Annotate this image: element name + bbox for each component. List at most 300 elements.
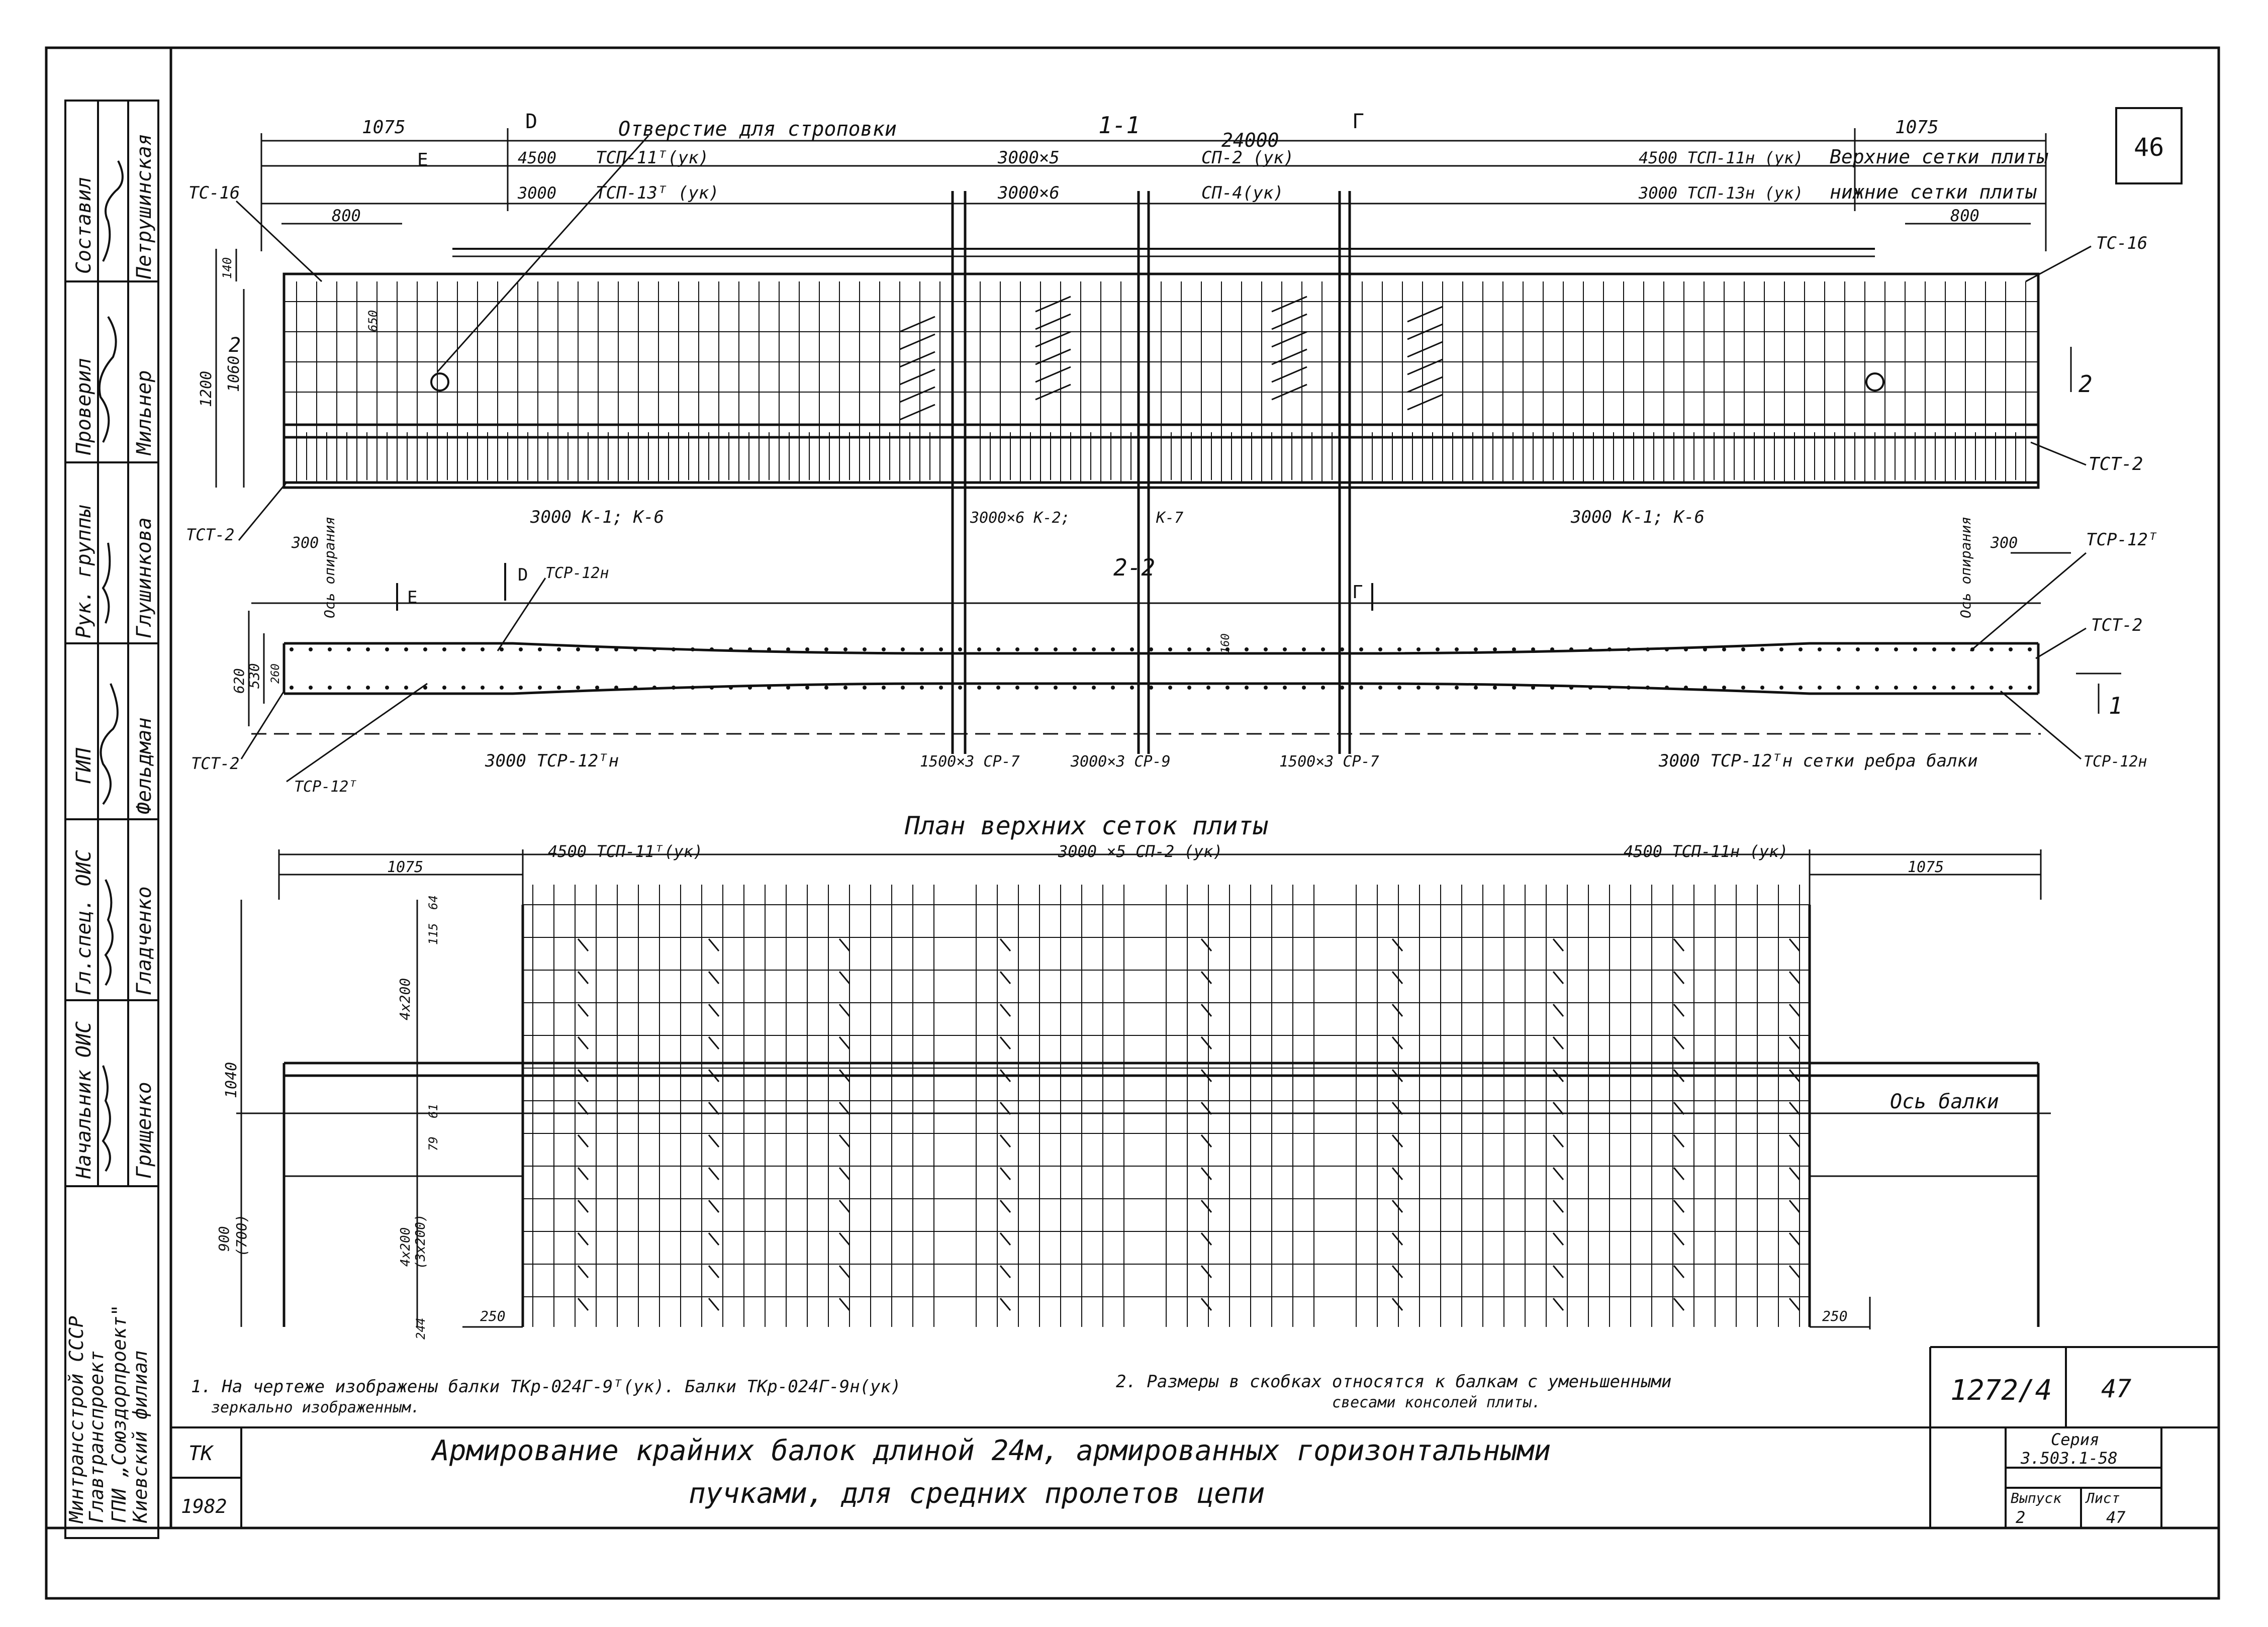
rebar-dot: [1092, 686, 1096, 690]
rebar-dot: [1932, 647, 1936, 651]
marker-d-2: D: [518, 565, 528, 585]
rebar-dot: [442, 686, 446, 690]
lower-left-mesh: ТСП-13ᵀ (ук): [596, 183, 719, 203]
list-label: Лист: [2086, 1490, 2120, 1506]
plan-tie-mark: [839, 1233, 849, 1245]
rebar-dot: [1970, 686, 1974, 690]
rebar-dot: [652, 647, 656, 651]
rebar-dot: [1550, 647, 1554, 651]
rebar-dot: [1779, 686, 1783, 690]
plan-tie-mark: [1789, 1200, 1800, 1212]
plan-tie-mark: [1201, 1037, 1211, 1049]
tct2-right: ТСТ-2: [2089, 454, 2143, 474]
marker-e-2: Е: [407, 588, 418, 608]
plan-dim-700: (700): [233, 1214, 250, 1257]
plan-tie-mark: [1392, 1200, 1402, 1212]
org-line-3: ГПИ „Союздорпроект": [108, 1304, 130, 1523]
rebar-dot: [366, 647, 370, 651]
rebar-dot: [309, 686, 313, 690]
rebar-dot: [1149, 686, 1153, 690]
rebar-dot: [1015, 686, 1019, 690]
stamp-role-3: ГИП: [72, 747, 96, 784]
plan-dim-1040: 1040: [223, 1062, 240, 1098]
rebar-dot: [1608, 686, 1612, 690]
stamp-role-0: Составил: [72, 177, 96, 274]
mark-2-left: 2: [229, 334, 241, 357]
plan-tie-mark: [1392, 1266, 1402, 1278]
rebar-dot: [519, 686, 523, 690]
rebar-dot: [767, 686, 771, 690]
plan-tie-mark: [1789, 1004, 1800, 1016]
plan-tie-mark: [709, 1298, 719, 1310]
plan-tie-mark: [1201, 1200, 1211, 1212]
plan-dim-250-left: 250: [480, 1308, 506, 1324]
doc-code: 1272/4: [1950, 1374, 2052, 1407]
rebar-dot: [1550, 686, 1554, 690]
marker-g-2: Г: [1352, 582, 1363, 603]
stamp-role-1: Проверил: [72, 358, 96, 455]
rebar-dot: [1990, 647, 1994, 651]
support-axis-left: Ось опирания: [321, 516, 338, 618]
rebar-tie: [900, 334, 935, 349]
plan-tie-mark: [1201, 1135, 1211, 1147]
rebar-tie: [900, 405, 935, 420]
rebar-dot: [901, 647, 905, 651]
lifting-hole-label: Отверстие для строповки: [618, 118, 897, 141]
plan-tie-mark: [1000, 1200, 1010, 1212]
plan-tie-mark: [839, 1200, 849, 1212]
rebar-dot: [1627, 647, 1631, 651]
plan-tie-mark: [1553, 1266, 1563, 1278]
rebar-dot: [672, 647, 676, 651]
plan-tie-mark: [839, 939, 849, 951]
plan-tie-mark: [1000, 1233, 1010, 1245]
rebar-dot: [2009, 647, 2013, 651]
plan-dim-64: 64: [426, 895, 440, 910]
rebar-dot: [710, 686, 714, 690]
plan-rebar-grid: [523, 885, 1810, 1327]
dim-1075-right: 1075: [1895, 117, 1939, 138]
rebar-dot: [1054, 686, 1058, 690]
rebar-dot: [576, 686, 580, 690]
plan-left-label: 4500 ТСП-11ᵀ(ук): [548, 842, 703, 861]
plan-tie-mark: [1201, 939, 1211, 951]
stamp-role-5: Начальник ОИС: [72, 1021, 96, 1179]
rebar-dot: [1416, 647, 1421, 651]
plan-tie-mark: [839, 1168, 849, 1180]
plan-tie-mark: [1553, 1004, 1563, 1016]
plan-tie-mark: [1553, 1233, 1563, 1245]
rebar-dot: [1722, 647, 1726, 651]
rebar-dot: [557, 647, 561, 651]
rebar-dot: [461, 686, 465, 690]
plan-upper-meshes: [216, 811, 2051, 1339]
stamp-name-3: Фельдман: [133, 717, 156, 814]
stamp-name-4: Гладченко: [133, 886, 156, 995]
rebar-tie: [1407, 342, 1443, 357]
rebar-dot: [1799, 686, 1803, 690]
plan-tie-mark: [709, 939, 719, 951]
rebar-dot: [500, 686, 504, 690]
plan-tie-mark: [1553, 1298, 1563, 1310]
lower-left-dim: 3000: [518, 183, 557, 203]
org-line-4: Киевский филиал: [129, 1350, 151, 1523]
issue-value: 2: [2016, 1508, 2026, 1527]
upper-note: Верхние сетки плиты: [1830, 146, 2048, 168]
tct2-right-2: ТСТ-2: [2091, 615, 2143, 635]
rebar-dot: [1340, 686, 1344, 690]
plan-tie-mark: [1789, 1135, 1800, 1147]
plan-tie-mark: [578, 1168, 588, 1180]
rebar-dot: [1760, 686, 1764, 690]
rebar-dot: [1283, 647, 1287, 651]
rebar-dot: [977, 647, 981, 651]
bottom-right-label: 3000 К-1; К-6: [1571, 507, 1705, 527]
rebar-dot: [824, 647, 828, 651]
dim-1075-left: 1075: [362, 117, 406, 138]
plan-tie-mark: [578, 972, 588, 984]
rebar-dot: [366, 686, 370, 690]
dim-300-right: 300: [1991, 534, 2018, 552]
rebar-dot: [1741, 686, 1745, 690]
rebar-dot: [920, 686, 924, 690]
rebar-dot: [691, 647, 695, 651]
page-number: 46: [2134, 133, 2164, 162]
plan-tie-mark: [709, 1233, 719, 1245]
rebar-dot: [1894, 647, 1898, 651]
rebar-dot: [1474, 686, 1478, 690]
upper-right-mesh: 4500 ТСП-11н (ук): [1639, 148, 1804, 167]
rebar-dot: [1054, 647, 1058, 651]
rebar-tie: [900, 387, 935, 402]
stamp-name-1: Мильнер: [133, 370, 156, 455]
rebar-dot: [1245, 647, 1249, 651]
rebar-dot: [843, 647, 847, 651]
dim-620: 620: [231, 668, 247, 694]
plan-dim-3x200: (3x200): [413, 1214, 428, 1269]
rebar-dot: [863, 647, 867, 651]
rebar-dot: [1951, 647, 1955, 651]
rib-bottom-mid3: 1500×3 СР-7: [1279, 753, 1379, 771]
rebar-dot: [1302, 647, 1306, 651]
dim-800-right: 800: [1950, 206, 1979, 225]
rebar-dot: [824, 686, 828, 690]
rebar-tie: [1407, 307, 1443, 322]
plan-tie-mark: [1392, 1233, 1402, 1245]
rebar-dot: [576, 647, 580, 651]
tcp12h-right: ТСР-12н: [2084, 753, 2147, 771]
plan-tie-mark: [1553, 972, 1563, 984]
rebar-dot: [347, 647, 351, 651]
mark-2-right: 2: [2078, 370, 2093, 398]
rebar-dot: [1875, 647, 1879, 651]
plan-tie-mark: [1201, 1004, 1211, 1016]
rebar-dot: [996, 686, 1000, 690]
rebar-dot: [633, 647, 637, 651]
plan-tie-mark: [1789, 972, 1800, 984]
sheet-number: 47: [2101, 1374, 2132, 1403]
rebar-dot: [652, 686, 656, 690]
plan-tie-mark: [1674, 1004, 1684, 1016]
rebar-dot: [1512, 647, 1516, 651]
plan-tie-mark: [1553, 1037, 1563, 1049]
plan-title: План верхних сеток плиты: [905, 811, 1268, 840]
rebar-dot: [1416, 686, 1421, 690]
rebar-dot: [1932, 686, 1936, 690]
rebar-dot: [328, 647, 332, 651]
support-axis-right: Ось опирания: [1957, 516, 1974, 618]
rebar-dot: [1378, 647, 1382, 651]
plan-tie-mark: [709, 1037, 719, 1049]
dim-1200: 1200: [198, 370, 215, 407]
rebar-tie: [900, 317, 935, 332]
plan-tie-mark: [709, 1102, 719, 1114]
rebar-dot: [614, 686, 618, 690]
rib-section-outline: [251, 603, 2041, 734]
stamp-name-0: Петрушинская: [133, 134, 156, 279]
rebar-dot: [538, 647, 542, 651]
mark-1: 1: [2109, 692, 2123, 719]
rebar-dot: [404, 647, 408, 651]
rebar-dot: [557, 686, 561, 690]
bottom-mid2-label: К-7: [1156, 509, 1184, 527]
tk-label: ТК: [188, 1442, 213, 1465]
rebar-dot: [1684, 647, 1688, 651]
lower-right-mesh: 3000 ТСП-13н (ук): [1639, 183, 1804, 203]
rib-bottom-right: 3000 ТСР-12ᵀн сетки ребра балки: [1659, 751, 1978, 771]
rebar-dot: [1875, 686, 1879, 690]
plan-tie-mark: [1392, 939, 1402, 951]
rebar-dot: [1913, 686, 1917, 690]
rebar-dot: [1646, 647, 1650, 651]
rebar-dot: [2028, 686, 2032, 690]
rebar-dot: [1283, 686, 1287, 690]
rebar-dot: [1264, 686, 1268, 690]
rebar-dot: [1397, 647, 1401, 651]
plan-tie-mark: [1789, 1233, 1800, 1245]
plan-mid-label: 3000 ×5 СП-2 (ук): [1058, 842, 1223, 861]
rebar-dot: [1627, 686, 1631, 690]
rebar-dot: [863, 686, 867, 690]
plan-tie-mark: [1674, 972, 1684, 984]
rebar-dot: [1092, 647, 1096, 651]
rebar-dot: [958, 647, 962, 651]
plan-tie-mark: [839, 1298, 849, 1310]
plan-tie-mark: [709, 1004, 719, 1016]
rebar-dot: [1818, 647, 1822, 651]
plan-dim-4x200b: 4x200: [398, 1227, 413, 1267]
plan-tie-mark: [1553, 1102, 1563, 1114]
rebar-dot: [1990, 686, 1994, 690]
series-label: Серия: [2051, 1430, 2100, 1449]
bottom-left-label: 3000 К-1; К-6: [530, 507, 665, 527]
plan-tie-mark: [1789, 1168, 1800, 1180]
rebar-dot: [1913, 647, 1917, 651]
upper-left-dim: 4500: [518, 148, 557, 167]
plan-tie-mark: [1392, 1135, 1402, 1147]
rebar-dot: [633, 686, 637, 690]
rebar-dot: [1130, 647, 1134, 651]
marker-g: Г: [1352, 110, 1365, 133]
rebar-dot: [767, 647, 771, 651]
plan-tie-mark: [1553, 1168, 1563, 1180]
rebar-dot: [1187, 647, 1191, 651]
rebar-dot: [1397, 686, 1401, 690]
rebar-dot: [1359, 686, 1363, 690]
rebar-dot: [1684, 686, 1688, 690]
plan-tie-mark: [839, 1004, 849, 1016]
plan-tie-mark: [1674, 1266, 1684, 1278]
plan-tie-mark: [1000, 1102, 1010, 1114]
plan-tie-mark: [1392, 1004, 1402, 1016]
rebar-dot: [595, 647, 599, 651]
dim-800-left: 800: [332, 206, 361, 225]
plan-tie-mark: [1201, 1298, 1211, 1310]
plan-tie-mark: [1000, 1004, 1010, 1016]
rebar-dot: [920, 647, 924, 651]
plan-tie-mark: [1674, 1037, 1684, 1049]
plan-tie-mark: [1674, 1298, 1684, 1310]
bottom-mid1-label: 3000×6 К-2;: [970, 509, 1070, 527]
general-notes: [191, 1372, 1671, 1416]
plan-tie-mark: [1000, 1298, 1010, 1310]
plan-tie-mark: [1392, 1298, 1402, 1310]
plan-tie-mark: [578, 1004, 588, 1016]
tct2-left: ТСТ-2: [186, 525, 235, 544]
plan-dim-250-right: 250: [1822, 1308, 1848, 1324]
rebar-dot: [1455, 686, 1459, 690]
dim-650: 650: [366, 310, 380, 332]
plan-tie-mark: [1789, 939, 1800, 951]
beam-axis-label: Ось балки: [1890, 1090, 1999, 1113]
lower-note: нижние сетки плиты: [1830, 181, 2037, 203]
rebar-dot: [1799, 647, 1803, 651]
rebar-dot: [901, 686, 905, 690]
stamp-role-2: Рук. группы: [72, 505, 96, 638]
rebar-dot: [996, 647, 1000, 651]
rebar-dot: [1264, 647, 1268, 651]
rebar-dot: [404, 686, 408, 690]
plan-tie-mark: [709, 972, 719, 984]
rebar-dot: [805, 686, 809, 690]
rebar-dot: [672, 686, 676, 690]
plan-tie-mark: [1553, 1135, 1563, 1147]
rebar-dot: [1130, 686, 1134, 690]
rebar-dot: [1856, 647, 1860, 651]
plan-tie-mark: [1674, 1200, 1684, 1212]
dim-140: 140: [220, 257, 234, 279]
plan-tie-mark: [1674, 1168, 1684, 1180]
dim-160: 160: [1219, 633, 1232, 653]
plan-right-label: 4500 ТСП-11н (ук): [1624, 842, 1788, 861]
dim-260: 260: [269, 663, 282, 684]
plan-tie-mark: [1201, 1233, 1211, 1245]
rebar-dot: [1588, 686, 1592, 690]
plan-dim-1075-right: 1075: [1908, 858, 1944, 876]
plan-tie-mark: [1553, 1200, 1563, 1212]
rebar-dot: [882, 647, 886, 651]
stamp-name-5: Грищенко: [133, 1082, 156, 1179]
rebar-dot: [1168, 647, 1172, 651]
rebar-tie: [900, 352, 935, 367]
rebar-dot: [1073, 647, 1077, 651]
plan-tie-mark: [578, 1102, 588, 1114]
rebar-dot: [595, 686, 599, 690]
section-2-2-title: 2-2: [1113, 554, 1156, 581]
note-1b: зеркально изображенным.: [211, 1399, 420, 1416]
rebar-dot: [328, 686, 332, 690]
rebar-dot: [538, 686, 542, 690]
rebar-dot: [1588, 647, 1592, 651]
rebar-dot: [1245, 686, 1249, 690]
rebar-dot: [1149, 647, 1153, 651]
plan-tie-mark: [1000, 1266, 1010, 1278]
plan-tie-mark: [839, 1102, 849, 1114]
rebar-dot: [1206, 647, 1210, 651]
rebar-dot: [1951, 686, 1955, 690]
rebar-dot: [461, 647, 465, 651]
list-value: 47: [2106, 1508, 2126, 1527]
rebar-dot: [614, 647, 618, 651]
org-line-2: Главтранспроект: [85, 1350, 108, 1523]
rebar-dot: [1856, 686, 1860, 690]
plan-tie-mark: [1392, 1102, 1402, 1114]
rebar-dot: [1359, 647, 1363, 651]
tcp12h-top: ТСР-12н: [545, 564, 609, 582]
tcp12t-right: ТСР-12ᵀ: [2086, 530, 2158, 550]
plan-tie-mark: [1000, 1135, 1010, 1147]
plan-tie-mark: [1553, 939, 1563, 951]
rebar-dot: [710, 647, 714, 651]
rebar-dot: [2009, 686, 2013, 690]
rebar-dot: [1168, 686, 1172, 690]
break-lines: [953, 191, 1350, 754]
rib-bottom-left: 3000 ТСР-12ᵀн: [485, 751, 619, 771]
rebar-dot: [1703, 647, 1707, 651]
rebar-dot: [1436, 686, 1440, 690]
plan-tie-mark: [1000, 939, 1010, 951]
plan-dim-61: 61: [426, 1104, 440, 1118]
rebar-dot: [1837, 686, 1841, 690]
rebar-dot: [805, 647, 809, 651]
tc16-right: ТС-16: [2096, 233, 2148, 253]
dim-300-left: 300: [292, 534, 319, 552]
rebar-dot: [385, 686, 389, 690]
rebar-dot: [1073, 686, 1077, 690]
dim-1060: 1060: [225, 355, 243, 392]
title-line-1: Армирование крайних балок длиной 24м, армированных горизонтальными: [432, 1434, 1551, 1467]
rebar-dot: [1894, 686, 1898, 690]
rebar-dot: [748, 647, 752, 651]
plan-tie-mark: [1000, 972, 1010, 984]
rebar-dot: [423, 647, 427, 651]
issue-label: Выпуск: [2011, 1490, 2062, 1506]
stamp-texts: [65, 134, 156, 1524]
section-1-1-rebar: [284, 281, 2038, 483]
plan-tie-mark: [839, 1266, 849, 1278]
note-2a: 2. Размеры в скобках относятся к балкам с уменьшенными: [1116, 1372, 1672, 1392]
org-line-1: Минтрансстрой СССР: [65, 1316, 87, 1523]
signature-scribbles: [100, 161, 123, 1171]
plan-tie-mark: [578, 1135, 588, 1147]
plan-tie-mark: [709, 1135, 719, 1147]
marker-d: D: [525, 110, 538, 133]
note-1a: 1. На чертеже изображены балки ТКр-024Г-9ᵀ(ук). Балки ТКр-024Г-9н(ук): [191, 1377, 901, 1397]
rebar-dot: [882, 686, 886, 690]
rebar-dot: [1569, 686, 1573, 690]
rebar-dot: [290, 647, 294, 651]
rebar-dot: [1187, 686, 1191, 690]
